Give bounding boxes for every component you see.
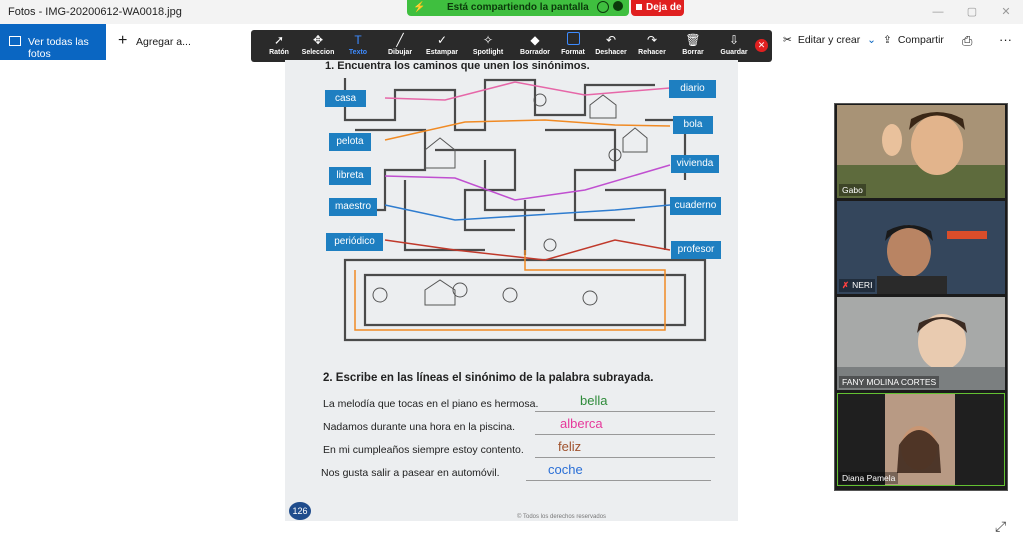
more-button[interactable] — [999, 32, 1012, 47]
word-box-left: casa — [325, 90, 366, 107]
tool-select[interactable] — [298, 32, 338, 60]
annotation-toolbar — [251, 30, 772, 62]
share-icon: ⇪ — [883, 34, 892, 46]
print-icon: ⎙ — [962, 33, 973, 48]
tool-label: Borrar — [682, 49, 704, 56]
close-annotation-icon[interactable]: ✕ — [755, 39, 768, 52]
share-label: Compartir — [897, 34, 944, 46]
spotlight-icon: ✧ — [482, 33, 494, 47]
undo-icon: ↶ — [605, 33, 617, 47]
print-button[interactable] — [962, 33, 972, 49]
shield-icon — [613, 1, 623, 11]
sentence-line — [323, 393, 718, 414]
tool-label: Dibujar — [387, 49, 413, 56]
word-box-left: maestro — [329, 198, 377, 216]
word-box-left: periódico — [326, 233, 383, 251]
close-button[interactable]: ✕ — [1001, 6, 1011, 18]
word-box-right: profesor — [671, 241, 721, 259]
participant-name — [839, 376, 939, 388]
add-to-label: Agregar a... — [136, 36, 191, 48]
chevron-down-icon: ⌄ — [867, 34, 876, 46]
sentence-text: En mi cumpleaños siempre estoy contento. — [323, 444, 524, 456]
sentence-line — [323, 439, 718, 460]
participant-name — [839, 472, 898, 484]
text-icon: T — [354, 33, 362, 47]
participant-name — [839, 279, 875, 292]
tool-label: Ratón — [269, 49, 289, 56]
tool-text[interactable] — [338, 32, 378, 60]
edit-create-label: Editar y crear — [797, 34, 861, 46]
tool-save[interactable] — [714, 32, 754, 60]
stamp-icon: ✓ — [436, 33, 448, 47]
save-icon: ⇩ — [728, 33, 740, 47]
share-banner-text: Está compartiendo la pantalla — [447, 2, 589, 13]
word-box-right: bola — [673, 116, 713, 134]
view-all-label: Ver todas las fotos — [28, 36, 89, 60]
plus-icon: + — [118, 32, 128, 49]
sentence-line — [323, 416, 718, 437]
tool-label: Guardar — [720, 49, 748, 56]
view-all-photos-button[interactable] — [0, 24, 106, 60]
photos-icon — [9, 36, 21, 46]
pointer-icon: ➚ — [273, 33, 285, 47]
participant-name-text: FANY MOLINA CORTES — [842, 377, 937, 387]
word-box-left: libreta — [329, 167, 371, 185]
redo-icon: ↷ — [646, 33, 658, 47]
stop-share-label: Deja de — [646, 2, 682, 13]
muted-mic-icon: ✗ — [842, 280, 850, 290]
stop-share-button[interactable] — [631, 0, 684, 16]
more-icon: ··· — [999, 32, 1012, 47]
tool-label: Borrador — [520, 49, 550, 56]
tool-label: Estampar — [426, 49, 458, 56]
handwritten-answer: bella — [580, 393, 608, 408]
word-box-left: pelota — [329, 133, 371, 151]
answer-line — [535, 411, 715, 412]
exercise2-heading: 2. Escribe en las líneas el sinónimo de la palabra subrayada. — [323, 372, 654, 384]
sentence-text: Nos gusta salir a pasear en automóvil. — [321, 467, 500, 479]
edit-icon: ✂ — [783, 34, 792, 46]
tool-label: Texto — [348, 49, 368, 56]
share-banner — [407, 0, 629, 16]
tool-redo[interactable] — [632, 32, 672, 60]
tool-label: Rehacer — [638, 49, 666, 56]
color-swatch-icon — [553, 32, 593, 48]
tool-eraser[interactable] — [515, 32, 555, 60]
expand-icon[interactable]: ⤢ — [995, 518, 1007, 534]
pause-icon[interactable] — [597, 1, 609, 13]
draw-icon: ╱ — [396, 33, 404, 47]
tool-label: Spotlight — [472, 49, 504, 56]
eraser-icon: ◆ — [530, 33, 540, 47]
participant-gallery — [834, 103, 1008, 491]
move-icon: ✥ — [312, 33, 324, 47]
handwritten-answer: alberca — [560, 416, 603, 431]
participant-name-text: Diana Pamela — [842, 473, 896, 483]
answer-line — [535, 457, 715, 458]
participant-name-text: Gabo — [842, 185, 863, 195]
tool-draw[interactable] — [380, 32, 420, 60]
word-box-right: cuaderno — [670, 197, 721, 215]
tool-undo[interactable] — [591, 32, 631, 60]
participant-name — [839, 184, 866, 196]
tool-clear[interactable] — [673, 32, 713, 60]
edit-create-button[interactable] — [783, 34, 876, 46]
minimize-button[interactable]: — — [932, 6, 944, 18]
trash-icon: 🗑 — [685, 33, 701, 47]
tool-label: Deshacer — [595, 49, 627, 56]
stop-icon — [636, 4, 642, 10]
sentence-line — [321, 462, 716, 483]
tool-label: Format — [561, 49, 585, 56]
answer-line — [535, 434, 715, 435]
participant-name-text: NERI — [852, 280, 873, 290]
tool-stamp[interactable] — [422, 32, 462, 60]
worksheet-photo — [285, 60, 738, 521]
participant-tile[interactable] — [837, 201, 1005, 294]
tool-label: Seleccion — [301, 49, 335, 56]
sentence-text: Nadamos durante una hora en la piscina. — [323, 421, 516, 433]
tool-spotlight[interactable] — [468, 32, 508, 60]
exercise1-heading: 1. Encuentra los caminos que unen los sinónimos. — [325, 60, 590, 72]
window-title: Fotos - IMG-20200612-WA0018.jpg — [8, 6, 182, 18]
participant-tile[interactable] — [837, 297, 1005, 390]
participant-tile[interactable] — [837, 393, 1005, 486]
tool-format[interactable] — [553, 32, 593, 60]
page-footer: © Todos los derechos reservados — [517, 514, 607, 520]
tool-mouse[interactable] — [259, 32, 299, 60]
bolt-icon: ⚡ — [413, 2, 426, 13]
share-button[interactable] — [883, 34, 944, 46]
answer-line — [526, 480, 711, 481]
sentence-text: La melodía que tocas en el piano es hermosa. — [323, 398, 539, 410]
handwritten-answer: coche — [548, 462, 583, 477]
participant-tile[interactable] — [837, 105, 1005, 198]
word-box-right: vivienda — [671, 155, 719, 173]
word-box-right: diario — [669, 80, 716, 98]
handwritten-answer: feliz — [558, 439, 582, 454]
maximize-button[interactable]: ▢ — [966, 6, 978, 18]
page-number: 126 — [289, 502, 311, 520]
